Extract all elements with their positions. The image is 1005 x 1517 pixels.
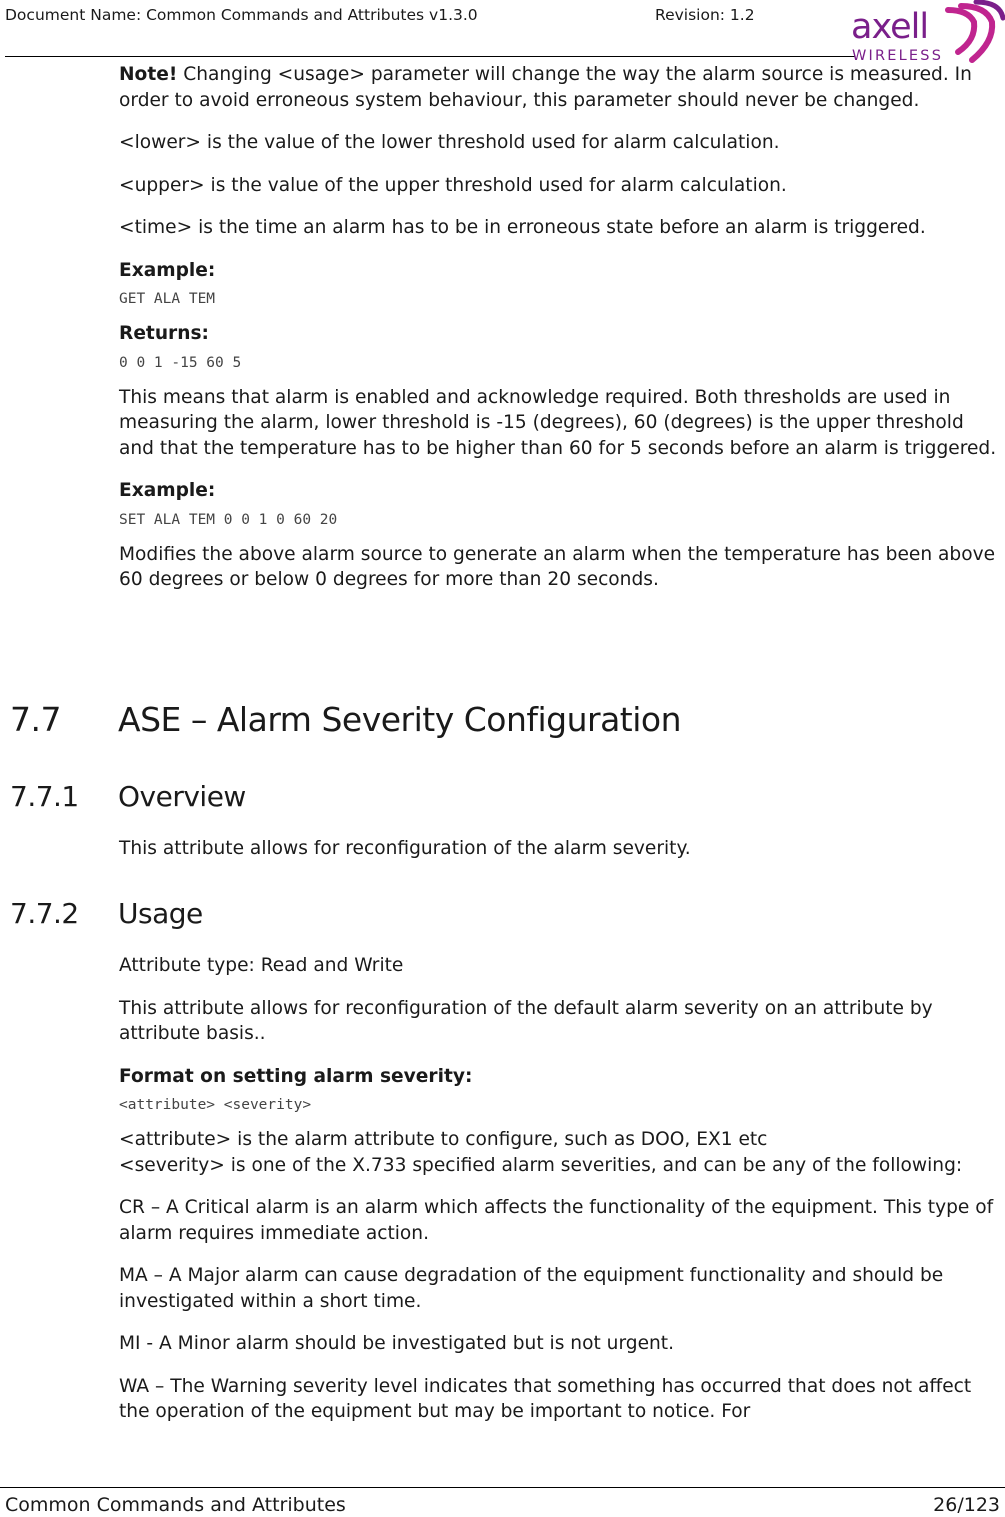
severity-critical: CR – A Critical alarm is an alarm which affects the functionality of the equipment. This type of alarm requires immediate action. [119,1197,994,1244]
section-title: ASE – Alarm Severity Configuration [118,700,682,739]
note-label: Note! [119,64,178,85]
header-divider [5,56,855,57]
section-title: Overview [118,780,246,813]
page-number: 26/123 [933,1494,1000,1516]
logo-subtext: WIRELESS [852,48,944,64]
usage-description: This attribute allows for reconfiguration of the default alarm severity on an attribute by attribute basis.. [119,997,933,1044]
revision: Revision: 1.2 [655,6,755,24]
returns-explanation: This means that alarm is enabled and acknowledge required. Both thresholds are used in measuring the alarm, lower threshold is -15 (degrees), 60 (degrees) is the upper threshold and that the temperature has to be higher than 60 for 5 seconds before an alarm is triggered. [119,386,997,459]
document-name: Document Name: Common Commands and Attributes v1.3.0 [5,6,478,24]
usage-content [119,953,1003,1442]
note-paragraph [119,62,1003,113]
logo-wordmark: axell [851,7,929,47]
example-label: Example: [119,480,216,501]
severity-major: MA – A Major alarm can cause degradation of the equipment functionality and should be investigated within a short time. [119,1265,944,1312]
severity-line: <severity> is one of the X.733 specified alarm severities, and can be any of the following: [119,1154,963,1176]
example-label: Example: [119,259,216,281]
example-code: GET ALA TEM [119,291,216,307]
section-number: 7.7.2 [10,897,79,930]
returns-label: Returns: [119,323,209,344]
section-number: 7.7 [10,700,61,739]
section-title: Usage [118,897,203,930]
returns-code: 0 0 1 -15 60 5 [119,354,242,371]
logo-arc-icon [948,10,974,52]
format-label: Format on setting alarm severity: [119,1065,473,1087]
top-content [119,62,1003,610]
lower-paragraph: <lower> is the value of the lower threshold used for alarm calculation. [119,132,780,153]
overview-text: This attribute allows for reconfiguration of the alarm severity. [119,838,691,859]
axell-wireless-logo [848,0,1005,66]
time-paragraph: <time> is the time an alarm has to be in erroneous state before an alarm is triggered. [119,217,926,238]
severity-warning: WA – The Warning severity level indicates that something has occurred that does not affect the operation of the equipment but may be important to notice. For [119,1375,972,1422]
upper-paragraph: <upper> is the value of the upper threshold used for alarm calculation. [119,174,787,196]
attribute-line: <attribute> is the alarm attribute to configure, such as DOO, EX1 etc [119,1129,768,1150]
example-explanation: Modifies the above alarm source to generate an alarm when the temperature has been above 60 degrees or below 0 degrees for more than 20 seconds. [119,543,996,590]
footer-title: Common Commands and Attributes [5,1494,346,1516]
example-code: SET ALA TEM 0 0 1 0 60 20 [119,511,338,528]
overview-content [119,836,1003,879]
section-number: 7.7.1 [10,780,79,813]
footer-divider [0,1487,1005,1488]
format-code: <attribute> <severity> [119,1097,312,1113]
logo-graphic [848,0,1005,66]
attribute-type: Attribute type: Read and Write [119,955,404,976]
severity-minor: MI - A Minor alarm should be investigated but is not urgent. [119,1333,674,1354]
note-text: Changing <usage> parameter will change the way the alarm source is measured. In order to avoid erroneous system behaviour, this parameter should never be changed. [119,64,972,111]
